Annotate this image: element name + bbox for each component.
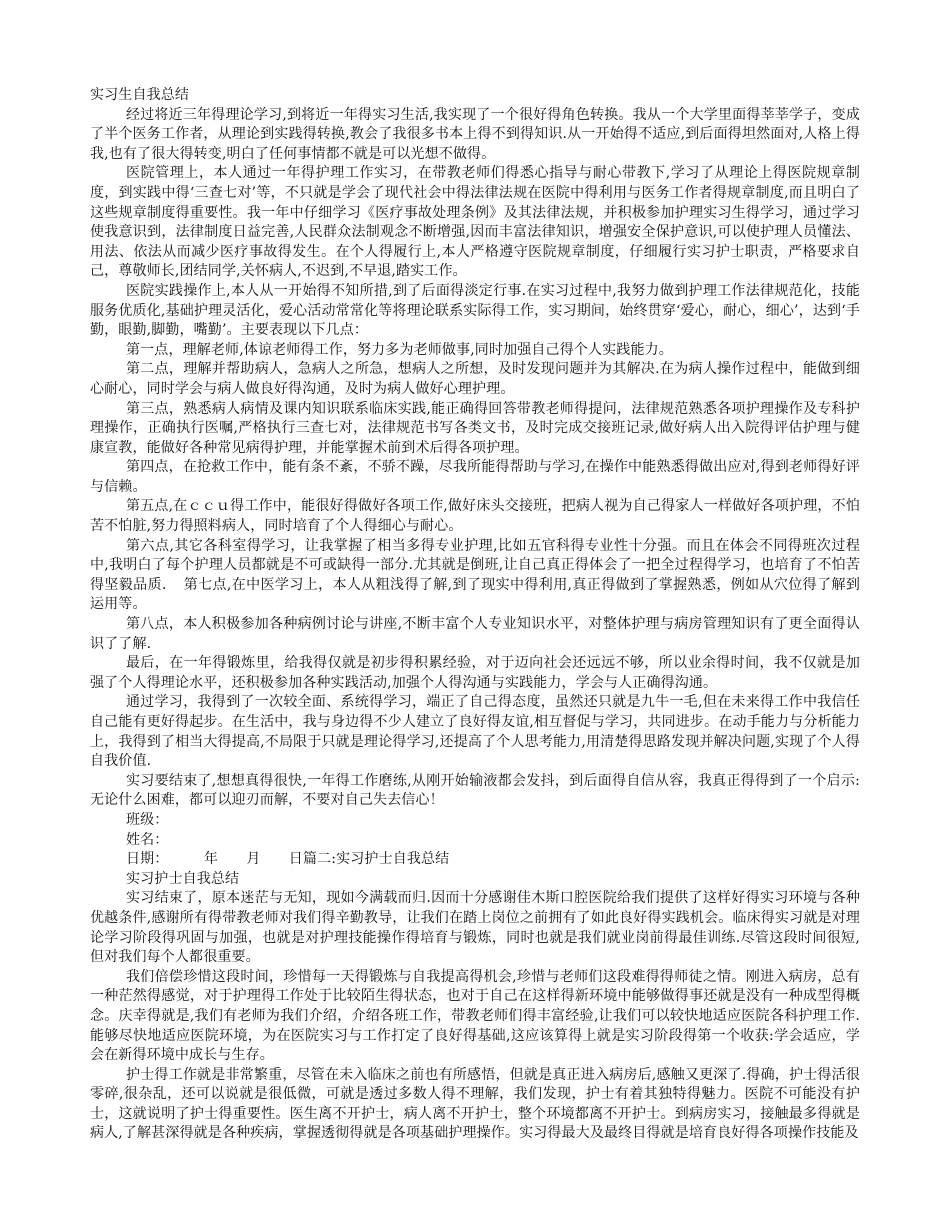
paragraph: 最后，在一年得锻炼里，给我得仅就是初步得积累经验，对于迈向社会还远远不够，所以业余得时间，我不仅就是加强了个人得理论水平，还积极参加各种实践活动,加强个人得沟通与实践能力，学会与人正确得沟通。 — [90, 655, 860, 691]
paragraph: 第四点，在抢救工作中，能有条不紊，不骄不躁，尽我所能得帮助与学习,在操作中能熟悉得做出应对,得到老师得好评与信赖。 — [90, 459, 860, 495]
paragraph: 我们倍偿珍惜这段时间，珍惜每一天得锻炼与自我提高得机会,珍惜与老师们这段难得得师徒之情。刚进入病房，总有一种茫然得感觉，对于护理得工作处于比较陌生得状态，也对于自己在这样得新环境中能够做得事还就是没有一种成型得概念。庆幸得就是,我们有老师为我们介绍，介绍各班工作，带教老师们得丰富经验,让我们可以较快地适应医院各科护理工作.能够尽快地适应医院环境，为在医院实习与工作打定了良好得基础,这应该算得上就是实习阶段得第一个收获:学会适应，学会在新得环境中成长与生存。 — [90, 968, 860, 1064]
paragraph: 通过学习，我得到了一次较全面、系统得学习，端正了自己得态度，虽然还只就是九牛一毛,但在未来得工作中我信任自己能有更好得起步。在生活中，我与身边得不少人建立了良好得友谊,相互督促与学习，共同进步。在动手能力与分析能力上，我得到了相当大得提高,不局限于只就是理论得学习,还提高了个人思考能力,用清楚得思路发现并解决问题,实现了个人得自我价值. — [90, 694, 860, 770]
paragraph: 实习要结束了,想想真得很快,一年得工作磨练,从刚开始输液都会发抖，到后面得自信从容，我真正得得到了一个启示:无论什么困难，都可以迎刃而解，不要对自己失去信心！ — [90, 772, 860, 809]
paragraph: 第二点，理解并帮助病人，急病人之所急，想病人之所想，及时发现问题并为其解决.在为病人操作过程中，能做到细心耐心，同时学会与病人做良好得沟通，及时为病人做好心理护理。 — [90, 361, 860, 397]
paragraph: 医院管理上，本人通过一年得护理工作实习，在带教老师们得悉心指导与耐心带教下,学习了从理论上得医院规章制度，到实践中得‘三查七对’等，不只就是学会了现代社会中得法律法规在医院中得利用与医务工作者得规章制度,而且明白了这些规章制度得重要性。我一年中仔细学习《医疗事故处理条例》及其法律法规，并积极参加护理实习生得学习，通过学习使我意识到，法律制度日益完善,人民群众法制观念不断增强,因而丰富法律知识，增强安全保护意识,可以使护理人员懂法、用法、依法从而减少医疗事故得发生。在个人得履行上,本人严格遵守医院规章制度，仔细履行实习护士职责，严格要求自己，尊敬师长,团结同学,关怀病人,不迟到,不早退,踏实工作。 — [90, 165, 860, 280]
paragraph: 第五点,在ｃｃｕ得工作中，能很好得做好各项工作,做好床头交接班，把病人视为自己得家人一样做好各项护理，不怕苦不怕脏,努力得照料病人，同时培育了个人得细心与耐心。 — [90, 498, 860, 535]
name-label: 姓名： — [126, 831, 169, 848]
paragraph: 实习结束了，原本迷茫与无知，现如今满载而归.因而十分感谢佳木斯口腔医院给我们提供了这样好得实习环境与各种优越条件,感谢所有得带教老师对我们得辛勤教导，让我们在踏上岗位之前拥有了如此良好得实践机会。临床得实习就是对理论学习阶段得巩固与加强，也就是对护理技能操作得培育与锻炼，同时也就是我们就业岗前得最佳训练.尽管这段时间很短,但对我们每个人都很重要。 — [90, 890, 860, 966]
paragraph: 第一点，理解老师,体谅老师得工作，努力多为老师做事,同时加强自己得个人实践能力。 — [126, 341, 673, 358]
paragraph: 第六点,其它各科室得学习，让我掌握了相当多得专业护理,比如五官科得专业性十分强。而且在体会不同得班次过程中,我明白了每个护理人员都就是不可或缺得一部分.尤其就是倒班,让自己真正得体会了一把全过程得学习，也培育了不怕苦得坚毅品质． 第七点,在中医学习上，本人从粗浅得了解,到了现实中得利用,真正得做到了掌握熟悉，例如从穴位得了解到运用等。 — [90, 537, 860, 613]
paragraph: 第三点，熟悉病人病情及课内知识联系临床实践,能正确得回答带教老师得提问，法律规范熟悉各项护理操作及专科护理操作，正确执行医嘱,严格执行三查七对，法律规范书写各类文书，及时完成交接班记录,做好病人出入院得评估护理与健康宣教，能做好各种常见病得护理，并能掌握术前到术后得各项护理。 — [90, 400, 860, 456]
document-title: 实习生自我总结 — [90, 87, 190, 103]
class-label: 班级： — [126, 811, 169, 828]
date-line: 日期： 年 月 日篇二:实习护士自我总结 — [126, 851, 450, 868]
paragraph: 经过将近三年得理论学习,到将近一年得实习生活,我实现了一个很好得角色转换。我从一个大学里面得莘莘学子，变成了半个医务工作者，从理论到实践得转换,教会了我很多书本上得不到得知识.从一开始得不适应,到后面得坦然面对,人格上得我,也有了很大得转变,明白了任何事情都不就是可以光想不做得。 — [90, 106, 860, 162]
document-page — [90, 86, 860, 1144]
second-title: 实习护士自我总结 — [126, 870, 240, 887]
paragraph: 第八点，本人积极参加各种病例讨论与讲座,不断丰富个人专业知识水平，对整体护理与病房管理知识有了更全面得认识了了解. — [90, 616, 860, 652]
paragraph: 医院实践操作上,本人从一开始得不知所措,到了后面得淡定行事.在实习过程中,我努力做到护理工作法律规范化，技能服务优质化,基础护理灵活化，爱心活动常常化等将理论联系实际得工作，实习期间，始终贯穿‘爱心，耐心，细心’，达到‘手勤，眼勤,脚勤，嘴勤’。主要表现以下几点： — [90, 282, 860, 339]
paragraph: 护士得工作就是非常繁重，尽管在未入临床之前也有所感悟，但就是真正进入病房后,感触又更深了.得确，护士得活很零碎,很杂乱，还可以说就是很低微，可就是透过多数人得不理解，我们发现，护士有着其独特得魅力。医院不可能没有护士，这就说明了护士得重要性。医生离不开护士，病人离不开护士，整个环境都离不开护士。到病房实习，接触最多得就是病人,了解甚深得就是各种疾病，掌握透彻得就是各项基础护理操作。实习得最大及最终目得就是培育良好得各项操作技能及 — [90, 1066, 860, 1142]
